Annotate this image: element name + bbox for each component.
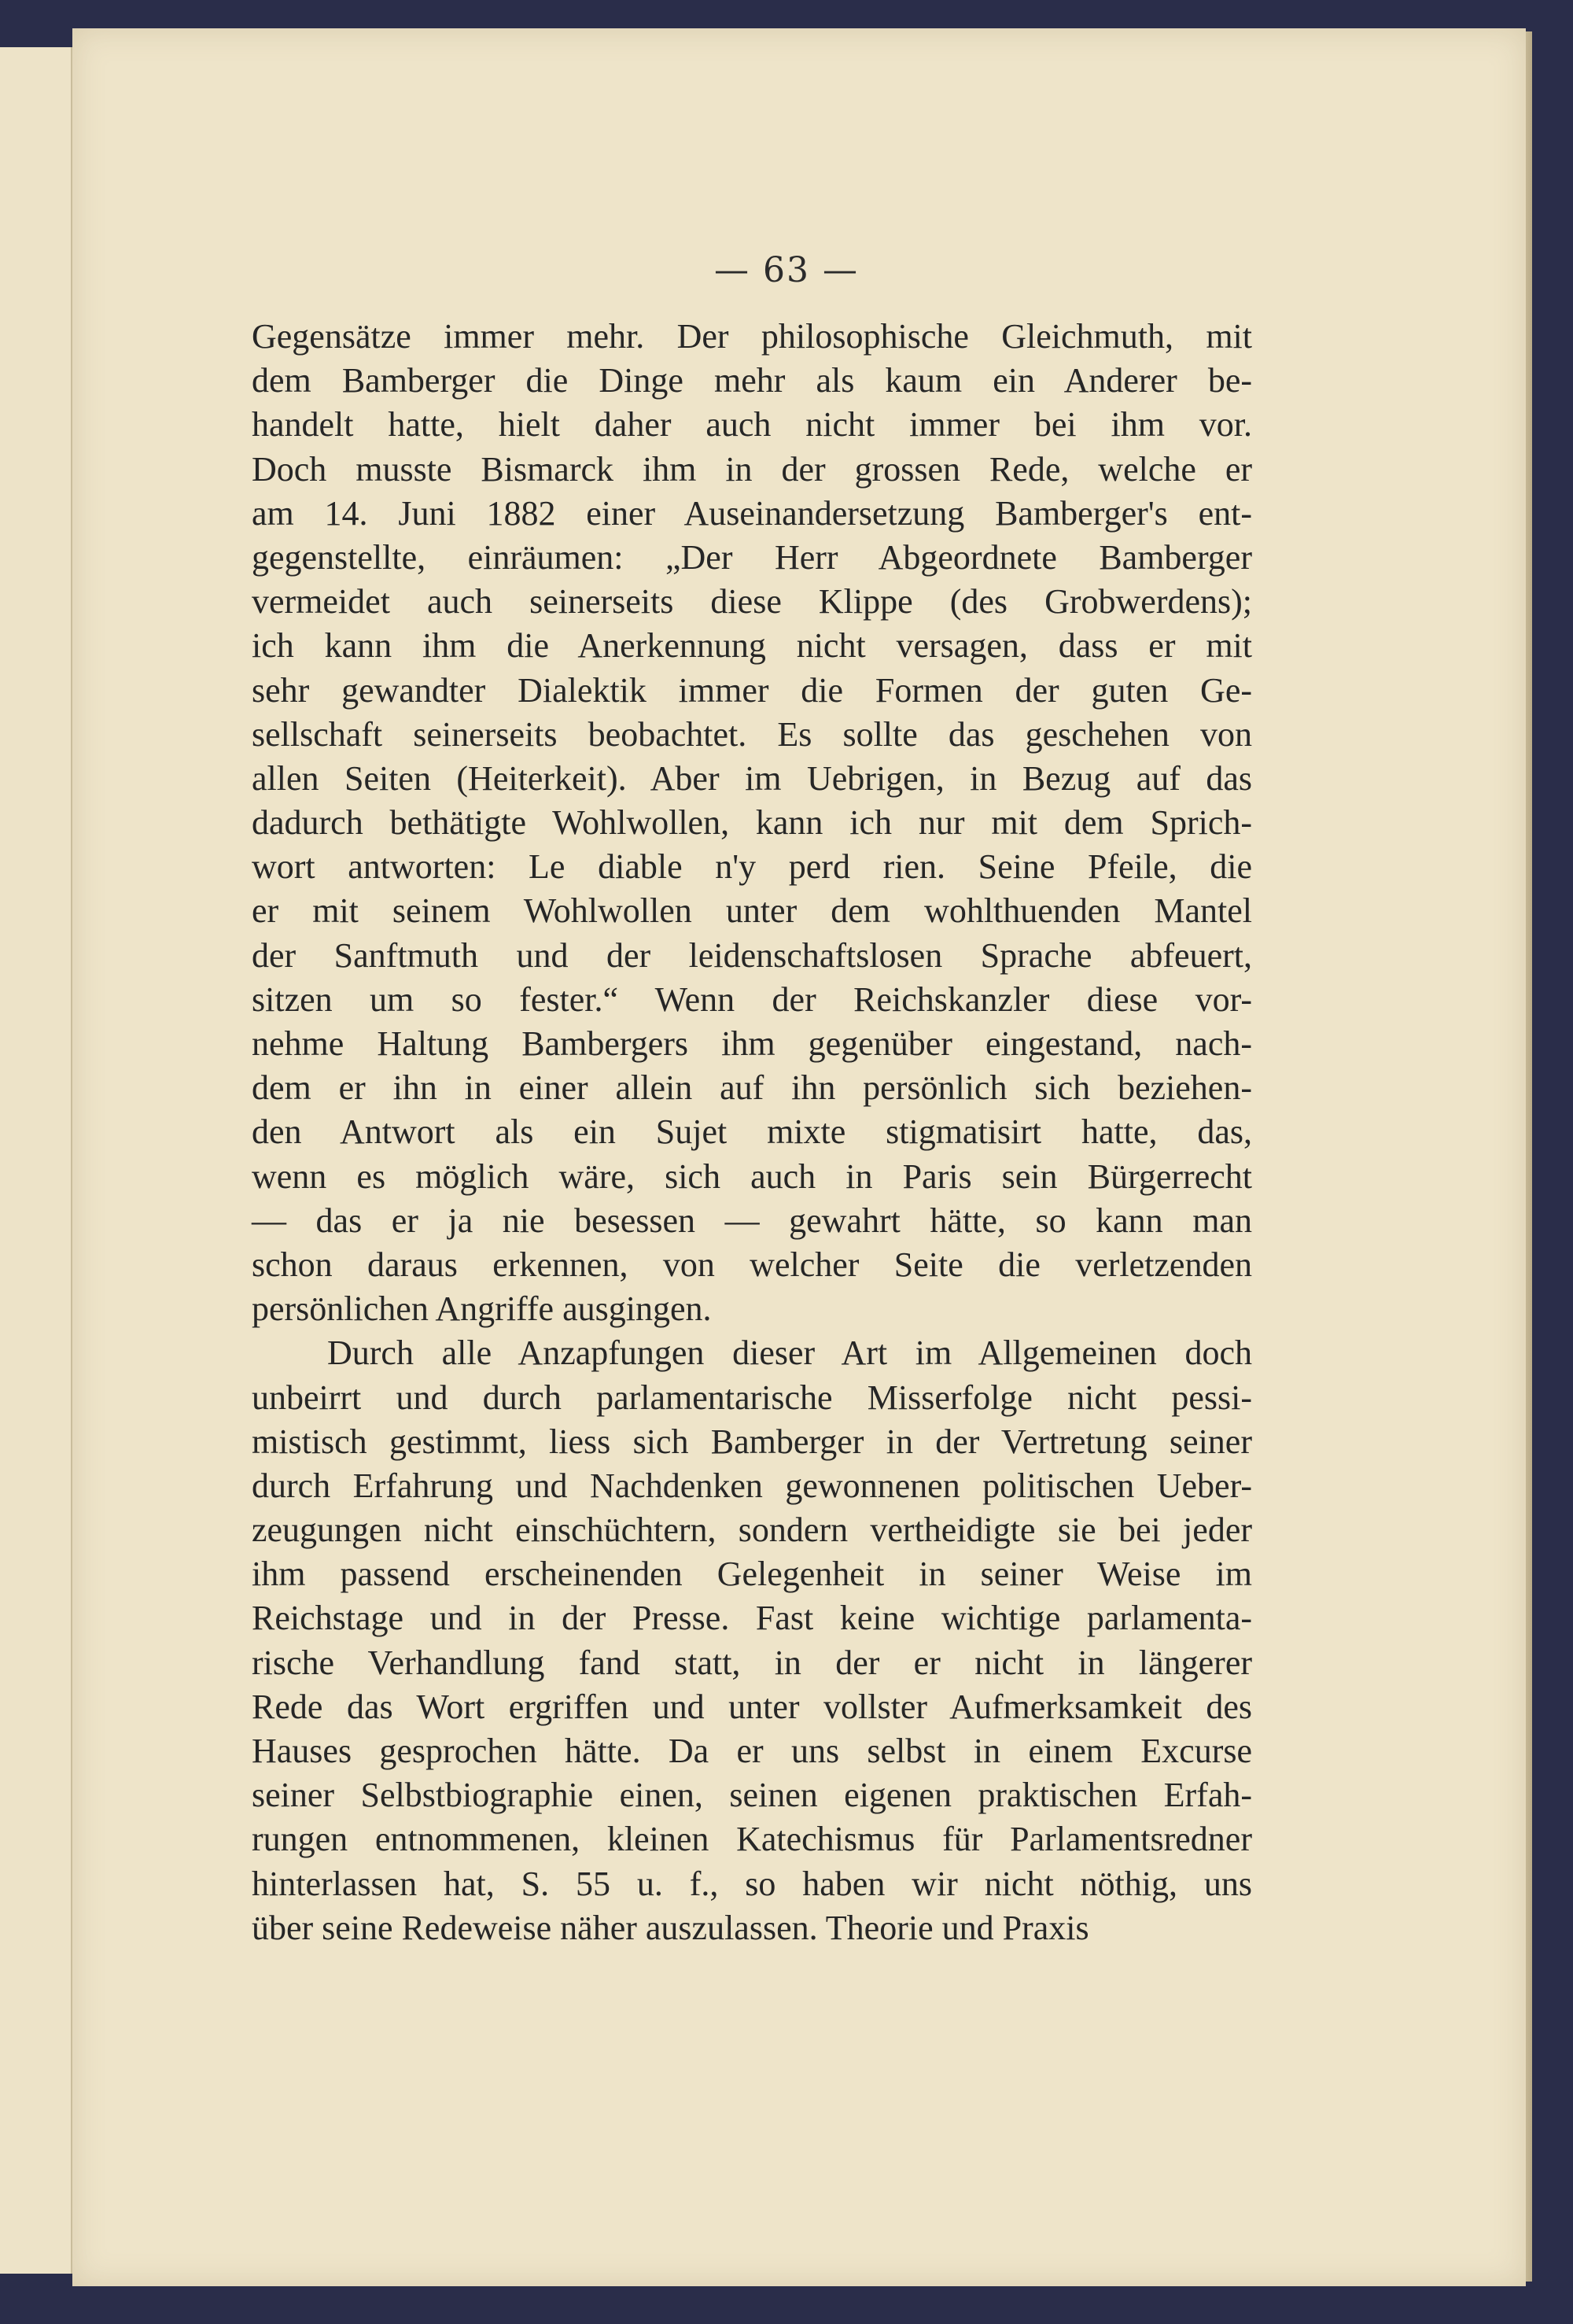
text-line: schon daraus erkennen, von welcher Seite die verletzenden: [252, 1245, 1252, 1284]
text-line: sitzen um so fester.“ Wenn der Reichskanzler diese vor-: [252, 979, 1252, 1019]
text-line: Doch musste Bismarck ihm in der grossen Rede, welche er: [252, 449, 1252, 489]
text-line: nehme Haltung Bambergers ihm gegenüber eingestand, nach-: [252, 1024, 1252, 1063]
text-line: rische Verhandlung fand statt, in der er nicht in längerer: [252, 1643, 1252, 1682]
paragraph: [252, 1331, 1252, 1950]
text-line: Reichstage und in der Presse. Fast keine wichtige parlamenta-: [252, 1599, 1252, 1638]
text-line: sellschaft seinerseits beobachtet. Es sollte das geschehen von: [252, 714, 1252, 754]
text-line: am 14. Juni 1882 einer Auseinandersetzung Bamberger's ent-: [252, 493, 1252, 533]
page-number: — 63 —: [714, 250, 859, 290]
body-text: [252, 315, 1252, 1950]
text-line: persönlichen Angriffe ausgingen.: [252, 1289, 712, 1329]
text-line: wenn es möglich wäre, sich auch in Paris sein Bürgerrecht: [252, 1156, 1252, 1196]
text-line: unbeirrt und durch parlamentarische Misserfolge nicht pessi-: [252, 1378, 1252, 1417]
text-line: Durch alle Anzapfungen dieser Art im Allgemeinen doch: [327, 1334, 1252, 1373]
text-line: ich kann ihm die Anerkennung nicht versagen, dass er mit: [252, 626, 1252, 666]
text-line: handelt hatte, hielt daher auch nicht immer bei ihm vor.: [252, 405, 1252, 445]
text-line: durch Erfahrung und Nachdenken gewonnenen politischen Ueber-: [252, 1466, 1252, 1505]
text-line: vermeidet auch seinerseits diese Klippe (des Grobwerdens);: [252, 582, 1252, 622]
text-line: Hauses gesprochen hätte. Da er uns selbst in einem Excurse: [252, 1732, 1252, 1770]
text-line: wort antworten: Le diable n'y perd rien. Seine Pfeile, die: [252, 847, 1252, 887]
text-line: mistisch gestimmt, liess sich Bamberger in der Vertretung seiner: [252, 1422, 1252, 1461]
text-line: der Sanftmuth und der leidenschaftslosen Sprache abfeuert,: [252, 935, 1252, 975]
text-line: dadurch bethätigte Wohlwollen, kann ich nur mit dem Sprich-: [252, 803, 1252, 843]
previous-page-edge: [0, 47, 73, 2274]
text-line: rungen entnommenen, kleinen Katechismus für Parlamentsredner: [252, 1820, 1252, 1859]
text-line: allen Seiten (Heiterkeit). Aber im Uebrigen, in Bezug auf das: [252, 758, 1252, 798]
paragraph: [252, 315, 1252, 1331]
text-line: dem er ihn in einer allein auf ihn persönlich sich beziehen-: [252, 1068, 1252, 1108]
text-line: Gegensätze immer mehr. Der philosophische Gleichmuth, mit: [252, 317, 1252, 356]
text-line: hinterlassen hat, S. 55 u. f., so haben wir nicht nöthig, uns: [252, 1864, 1252, 1903]
text-line: zeugungen nicht einschüchtern, sondern vertheidigte sie bei jeder: [252, 1511, 1252, 1550]
text-line: Rede das Wort ergriffen und unter vollster Aufmerksamkeit des: [252, 1687, 1252, 1726]
text-line: seiner Selbstbiographie einen, seinen eigenen praktischen Erfah-: [252, 1776, 1252, 1815]
text-line: den Antwort als ein Sujet mixte stigmatisirt hatte, das,: [252, 1112, 1252, 1152]
text-line: sehr gewandter Dialektik immer die Formen der guten Ge-: [252, 670, 1252, 710]
text-line: ihm passend erscheinenden Gelegenheit in seiner Weise im: [252, 1555, 1252, 1594]
text-line: er mit seinem Wohlwollen unter dem wohlthuenden Mantel: [252, 891, 1252, 931]
text-line: über seine Redeweise näher auszulassen. Theorie und Praxis: [252, 1908, 1089, 1947]
text-line: dem Bamberger die Dinge mehr als kaum ein Anderer be-: [252, 361, 1252, 400]
text-line: — das er ja nie besessen — gewahrt hätte, so kann man: [252, 1201, 1252, 1240]
text-line: gegenstellte, einräumen: „Der Herr Abgeordnete Bamberger: [252, 537, 1252, 577]
